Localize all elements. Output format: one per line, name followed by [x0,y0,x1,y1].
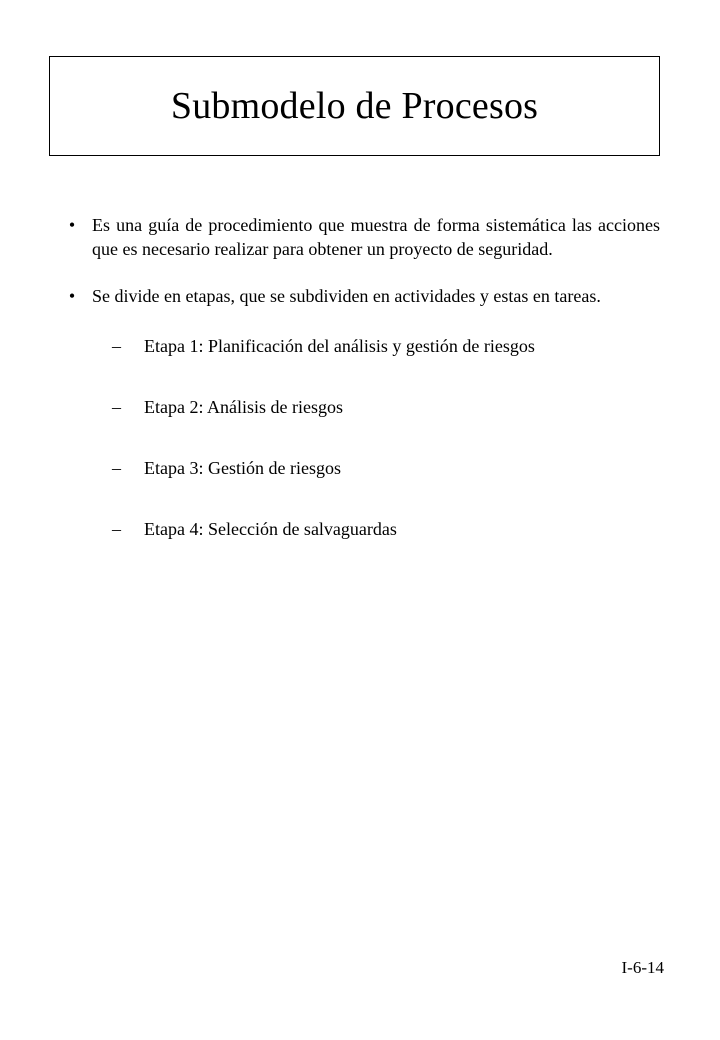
page-number: I-6-14 [621,958,664,977]
dash-marker: – [112,519,121,539]
stage-item [112,456,660,480]
dash-marker: – [112,397,121,417]
bullet-item [60,284,660,308]
title-box [49,56,660,156]
stage-list [60,334,660,541]
bullet-item [60,213,660,261]
bullet-marker: • [68,215,76,235]
stage-text: Etapa 3: Gestión de riesgos [144,458,341,478]
dash-marker: – [112,458,121,478]
stage-item [112,334,660,358]
bullet-text: Se divide en etapas, que se subdividen en actividades y estas en tareas. [92,286,601,306]
dash-marker: – [112,336,121,356]
page-title: Submodelo de Procesos [170,85,539,127]
stage-item [112,517,660,541]
slide-content [60,213,660,578]
stage-item [112,395,660,419]
stage-text: Etapa 2: Análisis de riesgos [144,397,343,417]
bullet-text: Es una guía de procedimiento que muestra de forma sistemática las acciones que es necesario realizar para obtener un proyecto de seguridad. [92,215,660,259]
bullet-marker: • [68,286,76,306]
stage-text: Etapa 4: Selección de salvaguardas [144,519,397,539]
stage-text: Etapa 1: Planificación del análisis y gestión de riesgos [144,336,535,356]
